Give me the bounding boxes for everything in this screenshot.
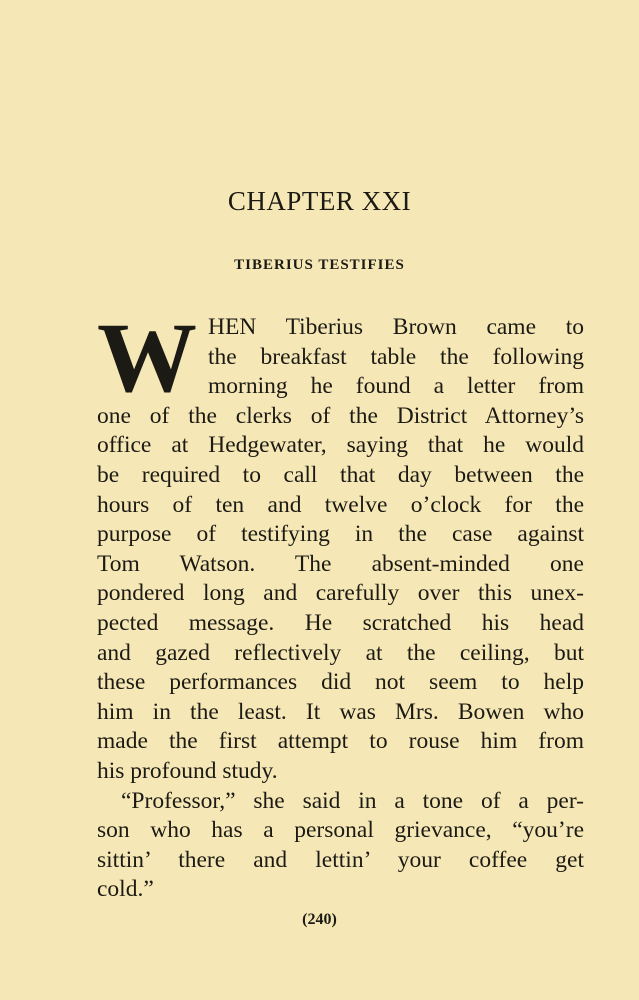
text-line: pected message. He scratched his head — [97, 609, 584, 636]
chapter-heading: CHAPTER XXI — [227, 186, 412, 216]
text-line: these performances did not seem to help — [97, 669, 584, 696]
text-line: and gazed reflectively at the ceiling, but — [97, 639, 584, 666]
text-line: sittin’ there and lettin’ your coffee get — [97, 846, 584, 873]
text-line: office at Hedgewater, saying that he would — [97, 432, 584, 459]
chapter-body — [97, 302, 584, 905]
paragraph-2 — [97, 787, 584, 905]
text-line: cold.” — [97, 876, 154, 903]
text-line: the breakfast table the following — [208, 343, 584, 370]
text-line: purpose of testifying in the case against — [97, 521, 584, 548]
text-line: made the first attempt to rouse him from — [97, 728, 584, 755]
chapter-subtitle: TIBERIUS TESTIFIES — [234, 257, 405, 273]
text-line: son who has a personal grievance, “you’re — [97, 817, 584, 844]
text-line: his profound study. — [97, 757, 278, 784]
drop-cap: W — [97, 302, 197, 413]
text-line: pondered long and carefully over this unex- — [97, 580, 584, 607]
text-line: Tom Watson. The absent-minded one — [97, 550, 584, 577]
text-line: HEN Tiberius Brown came to — [208, 314, 584, 340]
text-line: hours of ten and twelve o’clock for the — [97, 491, 584, 518]
page-number: (240) — [302, 911, 337, 928]
text-line: “Professor,” she said in a tone of a per- — [121, 787, 584, 814]
text-line: be required to call that day between the — [97, 461, 584, 488]
text-line: him in the least. It was Mrs. Bowen who — [97, 698, 584, 725]
text-line: morning he found a letter from — [208, 373, 584, 400]
text-line: one of the clerks of the District Attorney’s — [97, 402, 584, 429]
